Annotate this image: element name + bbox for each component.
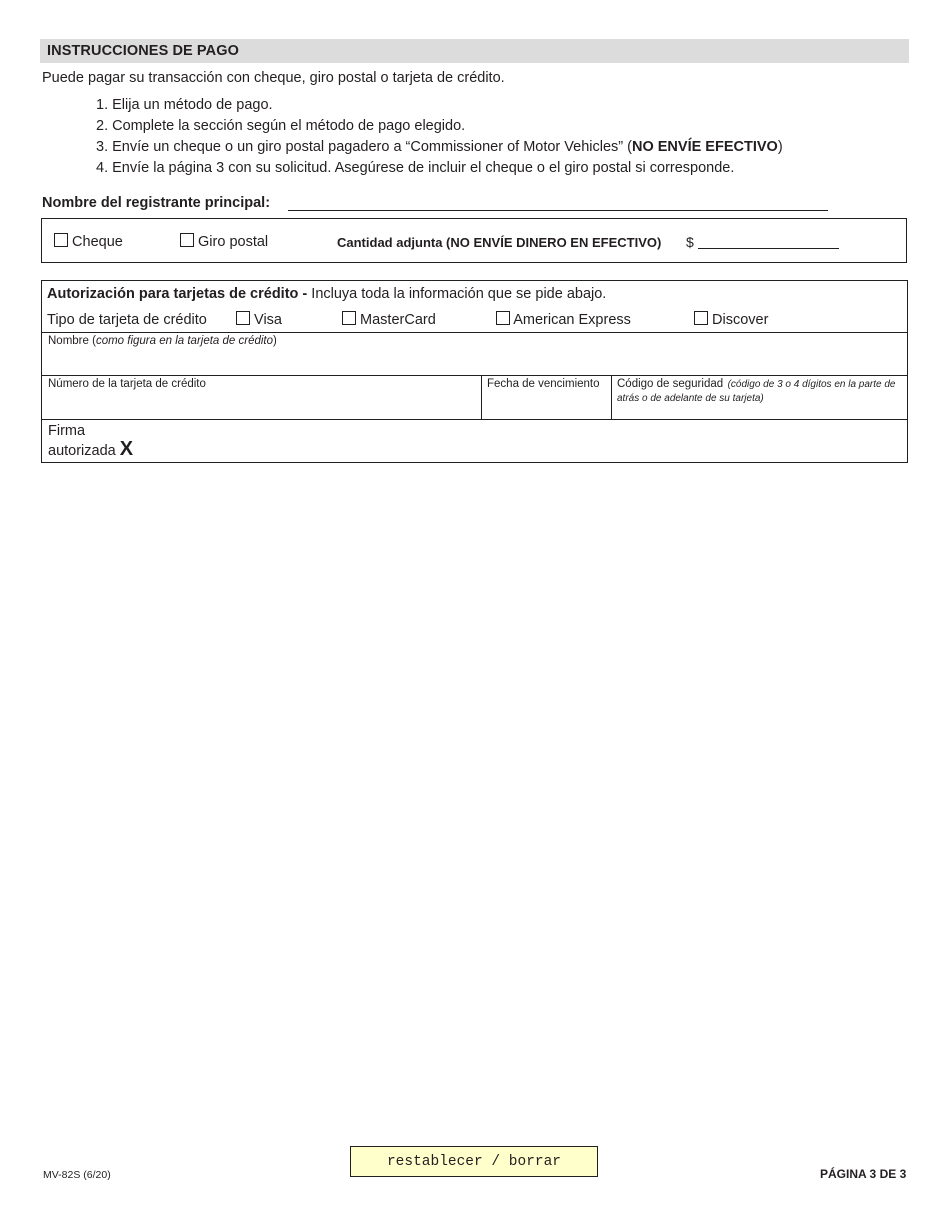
mastercard-label: MasterCard <box>360 312 436 328</box>
card-type-label: Tipo de tarjeta de crédito <box>47 312 207 328</box>
card-number-label: Número de la tarjeta de crédito <box>48 378 206 390</box>
registrant-name-label: Nombre del registrante principal: <box>42 195 271 211</box>
money-order-label: Giro postal <box>198 234 269 250</box>
intro-text: Puede pagar su transacción con cheque, giro postal o tarjeta de crédito. <box>42 70 505 86</box>
reset-button[interactable]: restablecer / borrar <box>350 1146 598 1177</box>
cheque-checkbox[interactable] <box>54 233 68 247</box>
step-3-bold: NO ENVÍE EFECTIVO <box>631 139 778 155</box>
visa-label: Visa <box>254 312 282 328</box>
money-order-checkbox[interactable] <box>180 233 194 247</box>
amount-label: Cantidad adjunta (NO ENVÍE DINERO EN EFECTIVO) <box>337 235 662 250</box>
divider <box>41 332 908 333</box>
step-4: 4. Envíe la página 3 con su solicitud. Asegúrese de incluir el cheque o el giro postal si corresponde. <box>96 160 735 176</box>
amex-option[interactable] <box>496 311 631 328</box>
amex-label: American Express <box>513 312 631 328</box>
cheque-label: Cheque <box>72 234 123 250</box>
discover-checkbox[interactable] <box>694 311 708 325</box>
signature-x-mark: X <box>119 438 134 460</box>
security-code-label: Código de seguridad (código de 3 o 4 dígitos en la parte de atrás o de adelante de su tarjeta) <box>617 378 896 404</box>
expiry-field[interactable] <box>482 394 610 418</box>
currency-symbol: $ <box>686 234 694 250</box>
expiry-label: Fecha de vencimiento <box>487 378 600 390</box>
money-order-option[interactable] <box>180 233 268 250</box>
registrant-name-field[interactable] <box>288 210 828 211</box>
step-3: 3. Envíe un cheque o un giro postal pagadero a “Commissioner of Motor Vehicles” (NO ENVÍE EFECTIVO) <box>96 139 783 155</box>
mastercard-checkbox[interactable] <box>342 311 356 325</box>
discover-option[interactable] <box>694 311 768 328</box>
mastercard-option[interactable] <box>342 311 436 328</box>
credit-title: Autorización para tarjetas de crédito - Incluya toda la información que se pide abajo. <box>47 286 607 302</box>
step-1: 1. Elija un método de pago. <box>96 97 273 113</box>
step-2: 2. Complete la sección según el método de pago elegido. <box>96 118 466 134</box>
signature-label: Firma autorizada X <box>48 423 134 460</box>
cheque-option[interactable] <box>54 233 123 250</box>
visa-option[interactable] <box>236 311 282 328</box>
card-number-field[interactable] <box>42 394 480 418</box>
cardholder-name-label: Nombre (como figura en la tarjeta de crédito) <box>48 335 277 347</box>
amount-field[interactable] <box>698 248 839 249</box>
form-id: MV-82S (6/20) <box>43 1169 111 1181</box>
divider <box>611 375 612 419</box>
signature-field[interactable] <box>150 420 906 460</box>
instruction-steps <box>96 95 783 179</box>
section-title: INSTRUCCIONES DE PAGO <box>47 43 239 59</box>
visa-checkbox[interactable] <box>236 311 250 325</box>
discover-label: Discover <box>712 312 769 328</box>
divider <box>41 375 908 376</box>
amex-checkbox[interactable] <box>496 311 510 325</box>
cardholder-name-field[interactable] <box>42 350 906 374</box>
page-number: PÁGINA 3 DE 3 <box>820 1167 907 1181</box>
